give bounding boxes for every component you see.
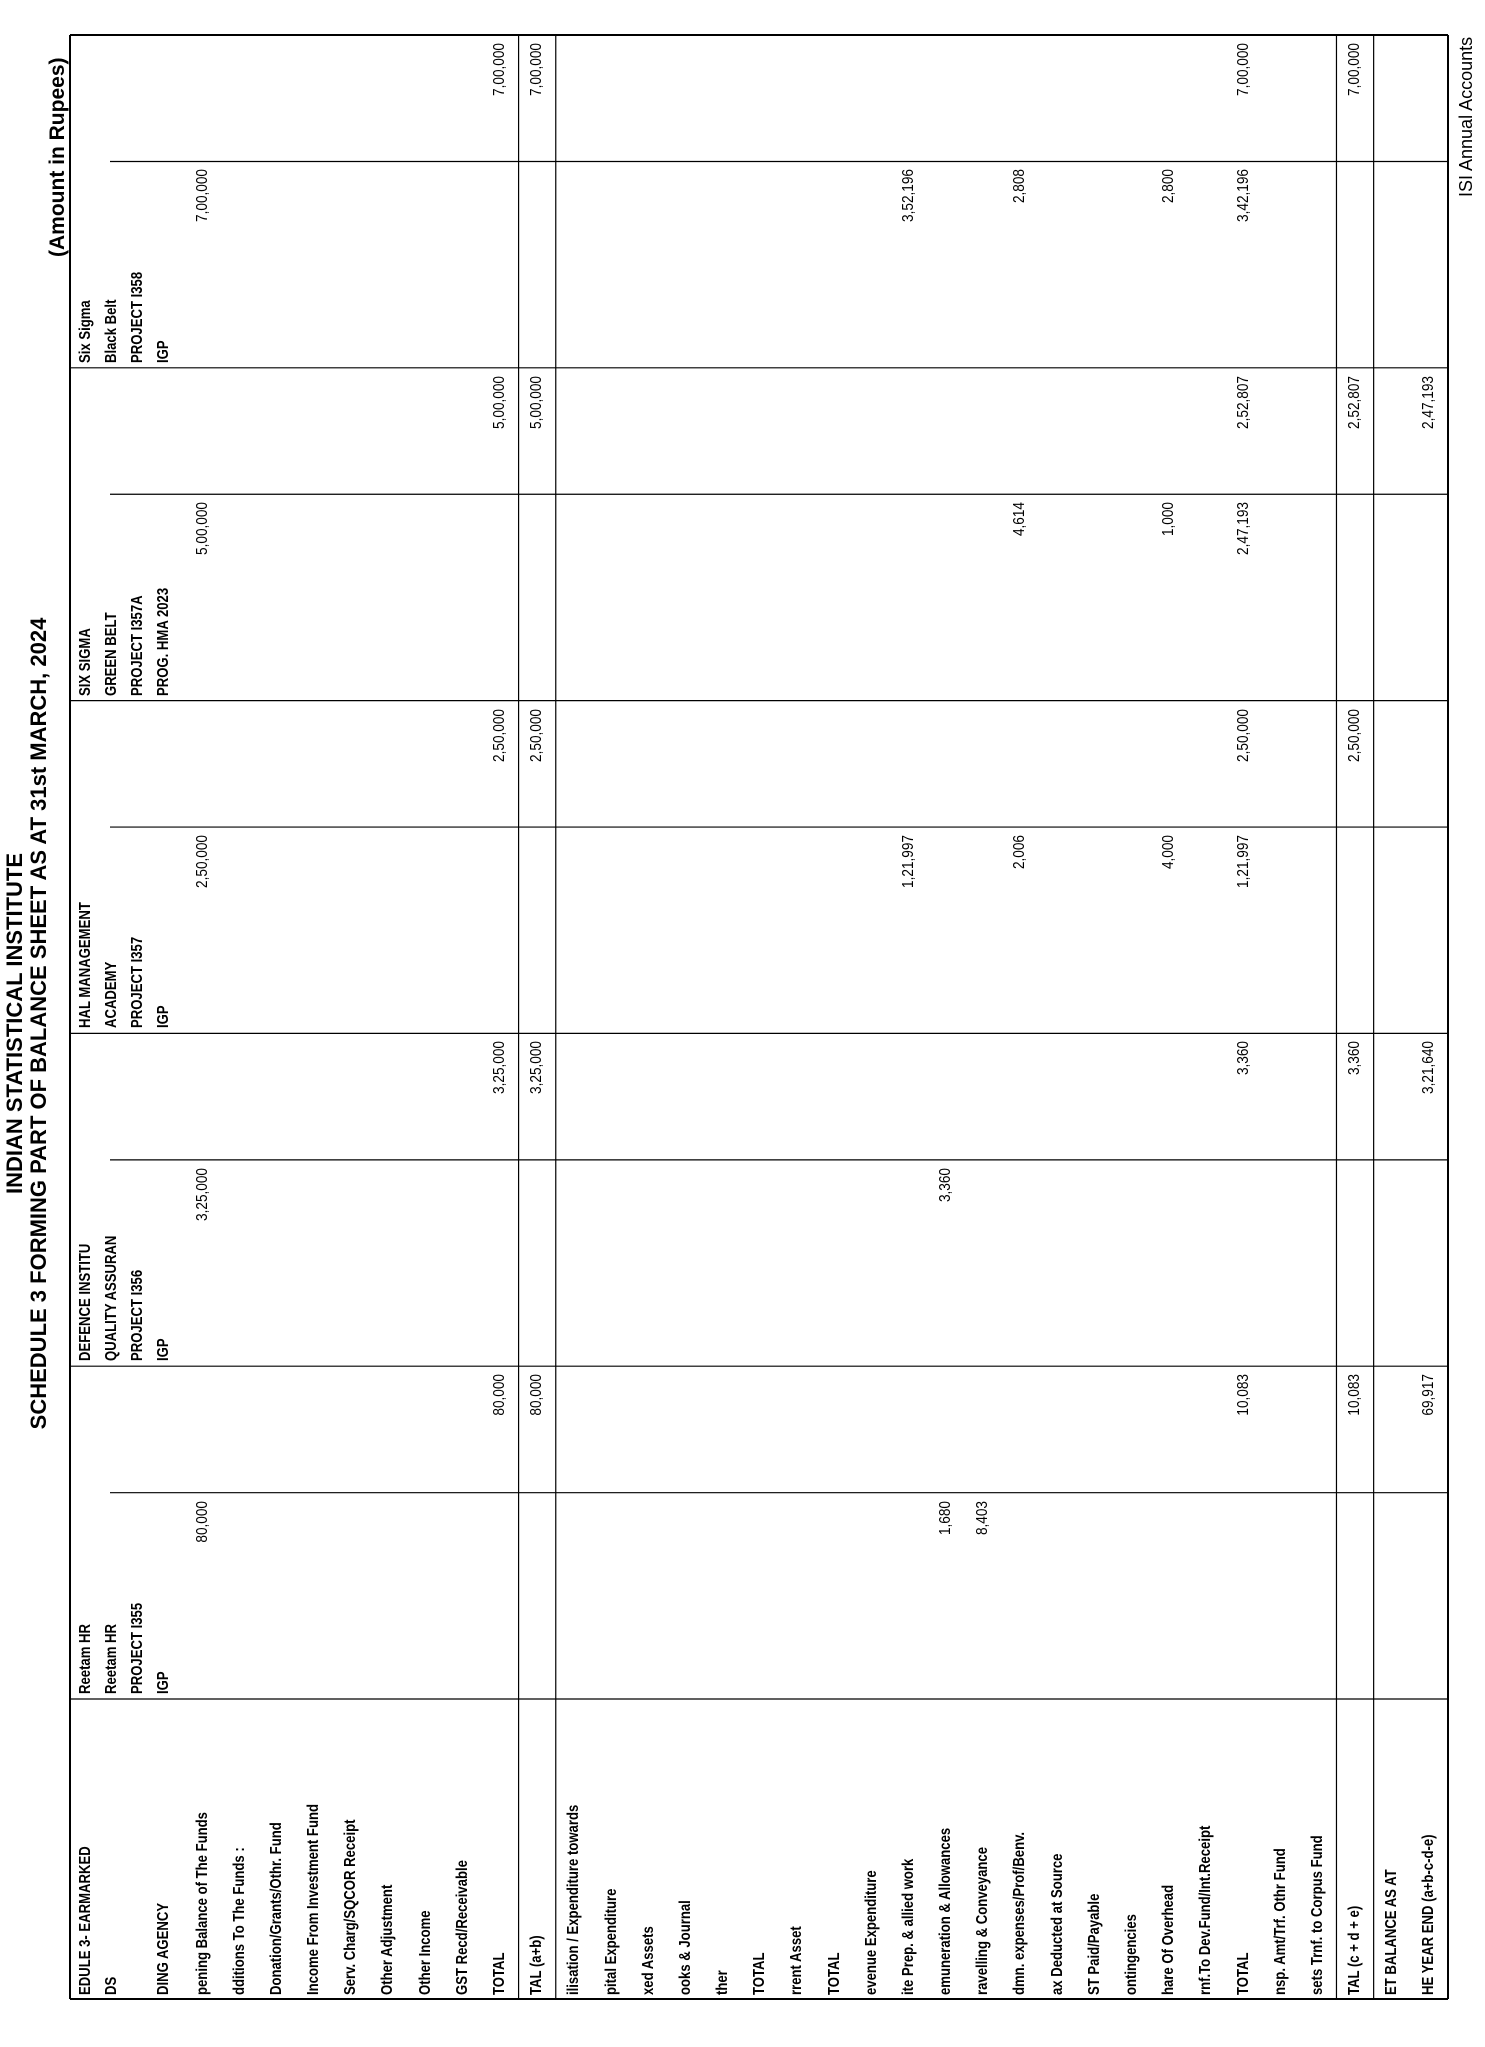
project-2-ab-total-total: 3,25,000 bbox=[528, 1041, 546, 1095]
project-3-header-line-4: IGP bbox=[155, 1005, 172, 1029]
project-1-opening-value: 80,000 bbox=[193, 1500, 211, 1543]
project-4-rev-total-total: 2,52,807 bbox=[1234, 375, 1252, 429]
project-4-header-line-2: GREEN BELT bbox=[103, 612, 120, 696]
project-3-header-line-2: ACADEMY bbox=[103, 962, 120, 1029]
row-label-17: ooks & Journal bbox=[676, 1900, 694, 1995]
project-3-opening-value: 2,50,000 bbox=[193, 835, 211, 889]
project-3-header-line-1: HAL MANAGEMENT bbox=[77, 902, 94, 1029]
project-5-header-line-2: Black Belt bbox=[103, 299, 120, 363]
row-label-21: TOTAL bbox=[825, 1952, 843, 1995]
project-5-overhead-value: 2,800 bbox=[1160, 169, 1178, 204]
project-1-travelling-value: 8,403 bbox=[974, 1500, 992, 1535]
row-label-5: dditions To The Funds : bbox=[230, 1847, 248, 1995]
row-label-15: pital Expenditure bbox=[602, 1888, 620, 1995]
row-label-16: xed Assets bbox=[639, 1926, 657, 1995]
row-label-19: TOTAL bbox=[751, 1952, 769, 1995]
project-5-header-line-3: PROJECT I358 bbox=[129, 271, 146, 363]
project-5-admn-value: 2,808 bbox=[1011, 169, 1029, 204]
project-5-header-line-4: IGP bbox=[155, 340, 172, 363]
row-label-30: hare Of Overhead bbox=[1160, 1884, 1178, 1995]
project-4-ab-total-total: 5,00,000 bbox=[528, 375, 546, 429]
project-3-admn-value: 2,006 bbox=[1011, 835, 1029, 870]
row-label-0: EDULE 3- EARMARKED bbox=[77, 1846, 94, 1995]
project-1-header-line-2: Reetam HR bbox=[103, 1624, 120, 1694]
institute-title: INDIAN STATISTICAL INSTITUTE bbox=[2, 853, 27, 1194]
project-4-header-line-1: SIX SIGMA bbox=[77, 627, 94, 696]
project-5-header-line-1: Six Sigma bbox=[77, 300, 94, 363]
row-label-1: DS bbox=[103, 1976, 120, 1995]
row-label-18: ther bbox=[714, 1970, 732, 1995]
row-label-32: TOTAL bbox=[1234, 1952, 1252, 1995]
row-label-27: ax Deducted at Source bbox=[1048, 1853, 1066, 1995]
project-5-cde-total-total: 7,00,000 bbox=[1346, 43, 1364, 96]
row-label-13: TAL (a+b) bbox=[528, 1935, 546, 1995]
schedule-title: SCHEDULE 3 FORMING PART OF BALANCE SHEET AS AT 31st MARCH, 2024 bbox=[26, 617, 51, 1430]
row-label-10: Other Income bbox=[416, 1910, 434, 1995]
project-1-header-line-1: Reetam HR bbox=[77, 1624, 94, 1694]
project-5-ab-total-total: 7,00,000 bbox=[528, 43, 546, 96]
project-3-header-line-3: PROJECT I357 bbox=[129, 937, 146, 1029]
project-3-b-total-total: 2,50,000 bbox=[491, 708, 508, 762]
project-1-b-total-total: 80,000 bbox=[491, 1374, 508, 1416]
project-2-b-total-total: 3,25,000 bbox=[491, 1041, 508, 1095]
project-3-cde-total-total: 2,50,000 bbox=[1346, 708, 1364, 762]
project-3-rev-total-total: 2,50,000 bbox=[1234, 708, 1252, 762]
row-label-8: Serv. Charg/SQCOR Receipt bbox=[342, 1819, 360, 1995]
project-2-opening-value: 3,25,000 bbox=[193, 1167, 211, 1221]
row-label-4: pening Balance of The Funds bbox=[193, 1812, 211, 1995]
project-4-header-line-4: PROG. HMA 2023 bbox=[155, 587, 172, 696]
project-1-header-line-3: PROJECT I355 bbox=[129, 1602, 146, 1694]
row-label-26: dmn. expenses/Prof/Benv. bbox=[1011, 1831, 1029, 1995]
row-label-34: sets Trnf. to Corpus Fund bbox=[1308, 1835, 1326, 1995]
project-2-header-line-3: PROJECT I356 bbox=[129, 1270, 146, 1362]
row-label-3: DING AGENCY bbox=[155, 1902, 172, 1995]
row-label-6: Donation/Grants/Othr. Fund bbox=[267, 1822, 285, 1995]
row-label-29: ontingencies bbox=[1123, 1914, 1140, 1995]
project-4-cde-total-total: 2,52,807 bbox=[1346, 375, 1364, 429]
amount-unit-note: (Amount in Rupees) bbox=[46, 57, 69, 257]
project-5-trnf-value: 3,42,196 bbox=[1234, 169, 1252, 223]
project-4-trnf-value: 2,47,193 bbox=[1234, 502, 1252, 556]
project-4-b-total-total: 5,00,000 bbox=[491, 375, 508, 429]
project-2-header-line-4: IGP bbox=[155, 1338, 172, 1362]
project-3-site-prep-value: 1,21,997 bbox=[899, 835, 917, 889]
project-2-rev-total-total: 3,360 bbox=[1234, 1041, 1252, 1076]
row-label-14: ilisation / Expenditure towards bbox=[565, 1804, 583, 1995]
project-5-b-total-total: 7,00,000 bbox=[491, 43, 508, 96]
project-5-site-prep-value: 3,52,196 bbox=[899, 169, 917, 223]
row-label-25: ravelling & Conveyance bbox=[974, 1846, 992, 1995]
project-2-header-line-2: QUALITY ASSURAN bbox=[103, 1235, 120, 1362]
row-label-12: TOTAL bbox=[491, 1952, 508, 1995]
row-label-37: HE YEAR END (a+b-c-d-e) bbox=[1420, 1834, 1438, 1995]
row-label-24: emuneration & Allowances bbox=[937, 1827, 955, 1995]
row-label-31: rnf.To Dev.Fund/Int.Receipt bbox=[1197, 1825, 1215, 1995]
row-label-36: ET BALANCE AS AT bbox=[1383, 1869, 1401, 1995]
project-4-overhead-value: 1,000 bbox=[1160, 502, 1178, 537]
project-2-net-balance-total: 3,21,640 bbox=[1420, 1041, 1438, 1095]
row-label-23: ite Prep. & allied work bbox=[899, 1858, 917, 1995]
row-label-33: nsp. Amt/Trf. Othr Fund bbox=[1271, 1848, 1289, 1995]
project-4-opening-value: 5,00,000 bbox=[193, 502, 211, 556]
project-3-overhead-value: 4,000 bbox=[1160, 835, 1178, 870]
project-1-cde-total-total: 10,083 bbox=[1346, 1374, 1364, 1416]
project-3-ab-total-total: 2,50,000 bbox=[528, 708, 546, 762]
project-1-net-balance-total: 69,917 bbox=[1420, 1374, 1438, 1416]
project-4-net-balance-total: 2,47,193 bbox=[1420, 375, 1438, 429]
row-label-22: evenue Expenditure bbox=[862, 1870, 880, 1995]
row-label-11: GST Recd/Receivable bbox=[453, 1860, 471, 1995]
project-1-header-line-4: IGP bbox=[155, 1671, 172, 1694]
row-label-28: ST Paid/Payable bbox=[1085, 1893, 1103, 1995]
project-3-trnf-value: 1,21,997 bbox=[1234, 835, 1252, 889]
row-label-9: Other Adjustment bbox=[379, 1884, 397, 1995]
project-2-header-line-1: DEFENCE INSTITU bbox=[77, 1243, 94, 1362]
project-1-rev-total-total: 10,083 bbox=[1234, 1374, 1252, 1416]
project-2-cde-total-total: 3,360 bbox=[1346, 1041, 1364, 1076]
project-1-ab-total-total: 80,000 bbox=[528, 1374, 546, 1416]
project-4-header-line-3: PROJECT I357A bbox=[129, 594, 146, 696]
project-2-remuneration-value: 3,360 bbox=[937, 1167, 955, 1202]
project-1-remuneration-value: 1,680 bbox=[937, 1500, 955, 1535]
row-label-20: rrent Asset bbox=[788, 1926, 806, 1995]
project-5-rev-total-total: 7,00,000 bbox=[1234, 43, 1252, 96]
project-4-admn-value: 4,614 bbox=[1011, 502, 1029, 537]
row-label-35: TAL (c + d + e) bbox=[1346, 1905, 1364, 1995]
row-label-7: Income From Investment Fund bbox=[305, 1804, 323, 1995]
project-5-opening-value: 7,00,000 bbox=[193, 169, 211, 223]
footer-label: ISI Annual Accounts bbox=[1456, 36, 1476, 197]
